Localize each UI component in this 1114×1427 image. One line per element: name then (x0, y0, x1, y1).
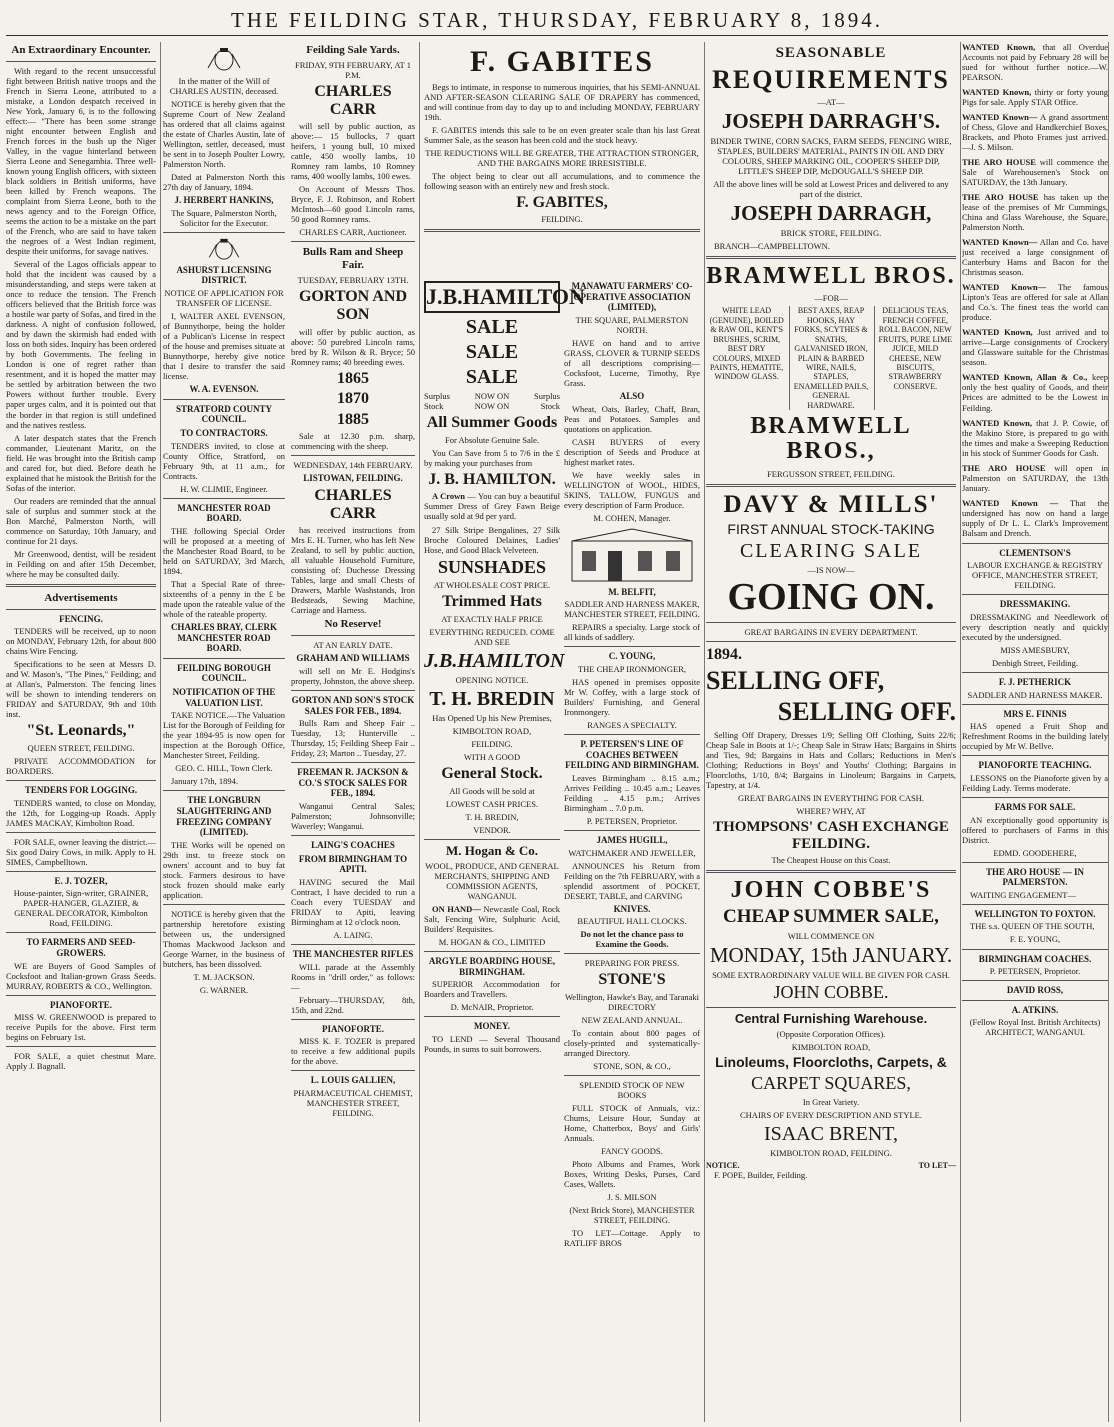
bramwell-heading: BRAMWELL BROS., (750, 413, 912, 465)
ad-body: Wellington, Hawke's Bay, and Taranaki DIRECTORY (564, 991, 700, 1012)
ad-body: You Can Save from 5 to 7/6 in the £ by making your purchases from (424, 447, 560, 468)
ad-body: —FOR— (814, 293, 848, 304)
ad-body: VENDOR. (473, 824, 511, 835)
ad-title: J. HERBERT HANKINS, (174, 195, 274, 206)
royal-arms-icon (204, 46, 244, 72)
hamilton-logo: J.B.HAMILTON (424, 650, 565, 672)
ad-heading: 1894. (706, 646, 742, 664)
ad-body: I, WALTER AXEL EVENSON, of Bunnythorpe, being the holder of a Publican's License in respect of the house and premises situate at Bunnythorpe, hereby give notice that I desire to transfer the said license. (163, 311, 285, 382)
bramwell-list-groceries: DELICIOUS TEAS, FRENCH COFFEE, ROLL BACON, NEW FRUITS, PURE LIME JUICE, MILD CHEESE, NEW BISCUITS, STRAWBERRY CONSERVE. (874, 306, 956, 410)
wanted-item (962, 282, 1108, 322)
year-mark: 1865 (337, 369, 369, 387)
ad-heading: SELLING OFF. (777, 697, 956, 727)
wanted-item-heading: WANTED Known, Allan & Co., (962, 372, 1088, 383)
ad-heading: CHARLES CARR (314, 83, 392, 118)
ad-body: The Square, Palmerston North, Solicitor for the Executor. (171, 207, 277, 228)
wanted-item-heading: THE ARO HOUSE (962, 462, 1046, 473)
ad-body: BINDER TWINE, CORN SACKS, FARM SEEDS, FENCING WIRE, STAPLES, BUILDERS' MATERIAL, PAINTS IN OIL AND DRY COLOURS, SHEEP MARKING OIL, COOPER'S SHEEP DIP, LITTLE'S SHEEP DIP, McDOUGALL'S SHEEP DIP. (710, 135, 952, 176)
ad-body: TO LET—Cottage. Apply to RATLIFF BROS (564, 1228, 700, 1249)
ad-body: M. HOGAN & CO., LIMITED (438, 937, 546, 948)
ad-body: TENDERS wanted, to close on Monday, the 12th, for Logging-up Roads. Apply JAMES MACKAY, Kimbolton Road. (6, 797, 156, 828)
ad-body: SUPERIOR Accommodation for Boarders and Travellers. (424, 979, 560, 1000)
ad-title: JAMES HUGILL, (596, 835, 668, 845)
ad-body: FOR SALE, a quiet chestnut Mare. Apply J. Bagnall. (6, 1051, 156, 1072)
ad-body: NEW ZEALAND ANNUAL. (581, 1014, 683, 1025)
ad-body: STONE, SON, & CO., (593, 1061, 671, 1072)
wanted-item (962, 418, 1108, 458)
column-2-left (163, 42, 285, 998)
ad-body: FEILDING. (541, 214, 583, 225)
ad-body: NOTICE OF APPLICATION FOR TRANSFER OF LICENSE. (164, 288, 284, 309)
ad-heading: SUNSHADES (437, 556, 547, 577)
ad-title: THE LONGBURN SLAUGHTERING AND FREEZING COMPANY (LIMITED). (176, 795, 272, 838)
column-3-right (564, 278, 700, 1251)
wanted-item-heading: WANTED Known— (962, 112, 1038, 123)
ad-heading: CLEARING SALE (739, 540, 923, 563)
ad-body: February—THURSDAY, 8th, 15th, and 22nd. (291, 994, 415, 1015)
wanted-item-heading: WANTED Known— (962, 237, 1038, 248)
ad-heading: DAVY & MILLS' (723, 490, 939, 518)
ad-body: The object being to clear out all accumulations, and to commence the following season with an entirely new and fresh stock. (424, 170, 700, 191)
ad-body: SADDLER AND HARNESS MAKER. (967, 689, 1103, 700)
ad-body: AN exceptionally good opportunity is offered to purchasers of Farms in this District. (962, 814, 1108, 845)
ad-body: AT WHOLESALE COST PRICE. (433, 580, 551, 591)
ad-body: (Next Brick Store), MANCHESTER STREET, FEILDING. (569, 1205, 695, 1226)
sale-heading: SALE (465, 341, 519, 364)
ad-body: GEO. C. HILL, Town Clerk. (175, 763, 273, 774)
ad-body: M. COHEN, Manager. (593, 512, 671, 523)
ad-body: NOTICE is hereby given that the partnership heretofore existing between us, the undersigned Thomas Mackwood Jackson and George Warner, in the business of butchers, has been dissolved. (163, 908, 285, 970)
ad-heading: CHEAP SUMMER SALE, (723, 906, 939, 928)
ad-body: HAS opened a Fruit Shop and Refreshment Rooms in the building lately occupied by Mr W. Bellve. (962, 721, 1108, 752)
ad-body: A. LAING. (333, 930, 373, 941)
ad-body: F. POPE, Builder, Feilding. (714, 1170, 808, 1181)
ad-title: MRS E. FINNIS (1003, 708, 1067, 719)
wanted-item-text: Just arrived and to arrive—Large consignments of Crockery and Glassware suitable for the Christmas season. (962, 327, 1108, 368)
ad-title: F. J. PETHERICK (998, 677, 1072, 688)
ad-body: FANCY GOODS. (601, 1146, 663, 1157)
ad-body: (Opposite Corporation Offices). (776, 1029, 886, 1040)
wanted-item (962, 192, 1108, 232)
ad-body: OPENING NOTICE. (455, 675, 529, 685)
ad-body: QUEEN STREET, FEILDING. (27, 743, 135, 754)
ad-heading: General Stock. (441, 765, 543, 783)
ad-heading: CARPET SQUARES, (751, 1072, 911, 1093)
ad-body: HAS opened in premises opposite Mr W. Coffey, with a large stock of Builders' Furnishing, and General Ironmongery. (564, 677, 700, 718)
ad-body: SOME EXTRAORDINARY VALUE WILL BE GIVEN FOR CASH. (712, 970, 950, 981)
ad-title: LISTOWAN, FEILDING. (303, 473, 403, 484)
ad-body: Bulls Ram and Sheep Fair .. Tuesday, 13; Hunterville .. Thursday, 15; Feilding Sheep Fair .. Friday, 23; Marton .. Tuesday, 27. (291, 718, 415, 759)
ad-title: TO CONTRACTORS. (180, 428, 268, 438)
wanted-item (962, 42, 1108, 82)
ad-heading: MONDAY, 15th JANUARY. (709, 943, 953, 968)
ad-body: In Great Variety. (802, 1096, 860, 1107)
ad-body: RANGES A SPECIALTY. (587, 720, 677, 731)
now-on-row: Stock NOW ON Stock (424, 401, 560, 412)
ad-heading: STONE'S (598, 971, 666, 989)
ad-body: F. GABITES intends this sale to be on even greater scale than his last Great Summer Sale, as the season has been cold and the stock heavy. (424, 124, 700, 145)
ad-title: LAING'S COACHES (311, 840, 395, 851)
ad-body: —IS NOW— (807, 565, 855, 576)
wanted-item (962, 463, 1108, 493)
ad-body: All Goods will be sold at (449, 785, 535, 796)
ad-body: P. PETERSEN, Proprietor. (989, 966, 1081, 977)
notice-label: NOTICE. (706, 1160, 740, 1170)
ad-body: WITH A GOOD (463, 752, 521, 763)
ad-title: WELLINGTON TO FOXTON. (974, 908, 1096, 919)
column-2-right (291, 42, 415, 1121)
ad-heading: JOSEPH DARRAGH'S. (721, 108, 941, 133)
article-paragraph: A later despatch states that the French commander, Lieutenant Maritz, on the field. He was brought into the British camp and cared for, but died. Before death he explained that he mistook the British for the Sofas of the interior. (6, 432, 156, 493)
ad-title: M. BELFIT, (608, 586, 656, 597)
ad-body: SPLENDID STOCK OF NEW BOOKS (579, 1080, 685, 1101)
ad-body: BEAUTIFUL HALL CLOCKS. (577, 916, 687, 927)
ad-body: For Absolute Genuine Sale. (445, 434, 539, 445)
ad-heading: "St. Leonards," (26, 722, 136, 740)
ad-body: THE REDUCTIONS WILL BE GREATER, THE ATTRACTION STRONGER, AND THE BARGAINS MORE IRRESISTIBLE. (425, 147, 699, 168)
ad-title: FEILDING BOROUGH COUNCIL. (177, 662, 271, 684)
column-2 (163, 42, 420, 1422)
bramwell-list-paints: WHITE LEAD (GENUINE), BOILED & RAW OIL, KENT'S BRUSHES, SCRIM, BEST DRY COLOURS, MIXED PAINTS, HEMATITE, WINDOW GLASS. (709, 306, 784, 382)
ad-heading: Bulls Ram and Sheep Fair. (302, 246, 404, 272)
ad-body: has received instructions from Mrs E. H. Turner, who has left New Zealand, to sell by public auction, all valuable Household Furniture, consisting of: Duchesse Dressing Tables, large and small Chests of Drawers, Marble Washstands, Iron Bedsteads, Sewing Machine, Carriage and Harness. (291, 525, 415, 616)
ad-body: THE following Special Order will be proposed at a meeting of the Manchester Road Board, to be held on SATURDAY, 3rd March, 1894. (163, 525, 285, 576)
ad-body: HAVE on hand and to arrive GRASS, CLOVER & TURNIP SEEDS of all descriptions comprising—Cocksfoot, Lucerne, Timothy, Rye Grass. (564, 337, 700, 388)
column-1 (6, 42, 161, 1422)
wanted-item-text: will open in Palmerston on SATURDAY, the 13th January. (962, 462, 1108, 493)
ad-heading: M. Hogan & Co. (445, 842, 539, 858)
ad-body: FULL STOCK of Annuals, viz.: Chums, Leisure Hour, Sunday at Home, Chatterbox, Boys' and Girls' Annuals. (564, 1103, 700, 1144)
wanted-item-heading: WANTED Known, (962, 42, 1036, 52)
hamilton-logo: J.B.HAMILTON (424, 281, 560, 313)
wanted-item-heading: WANTED Known— (962, 282, 1047, 293)
ad-body: AT EXACTLY HALF PRICE (441, 613, 543, 624)
year-mark: 1870 (337, 390, 369, 408)
ad-body: To contain about 800 pages of closely-printed and systematically-arranged Directory. (564, 1028, 700, 1059)
year-mark: 1885 (337, 410, 369, 428)
ad-heading: Central Furnishing Warehouse. (734, 1011, 928, 1027)
bramwell-list-hardware: BEST AXES, REAP HOOKS, HAY FORKS, SCYTHES & SNATHS, GALVANISED IRON, PLAIN & BARBED WIRE, NAILS, STAPLES, ENAMELLED PAILS, GENERAL HARDWARE. (789, 306, 871, 410)
ad-title: MANAWATU FARMERS' CO-OPERATIVE ASSOCIATION (LIMITED), (571, 281, 693, 313)
ad-body: WILL COMMENCE ON (787, 931, 875, 942)
ad-body: GREAT BARGAINS IN EVERYTHING FOR CASH. (738, 792, 924, 803)
ad-body: Wanganui Central Sales; Palmerston; Johnsonville; Waverley; Wanganui. (291, 801, 415, 832)
ad-body: P. PETERSEN, Proprietor. (586, 815, 678, 826)
wanted-item-text: has taken up the lease of the premises of Mr Cummings, China and Glass Warehouse, the Square, Palmerston North. (962, 192, 1109, 233)
ad-body: All the above lines will be sold at Lowest Prices and delivered to any part of the district. (713, 178, 949, 199)
wanted-item-text: thirty or forty young Pigs for sale. Apply STAR Office. (962, 87, 1108, 108)
ad-body: FERGUSSON STREET, FEILDING. (767, 468, 895, 479)
wanted-item (962, 157, 1108, 187)
column-4 (706, 42, 961, 1422)
ad-heading: THOMPSONS' CASH EXCHANGE FEILDING. (713, 819, 949, 852)
section-title: Advertisements (44, 591, 118, 604)
ad-body: PREPARING FOR PRESS. (584, 958, 680, 969)
hamilton-ad (424, 278, 585, 1057)
ad-body: A Crown — You can buy a beautiful Summer Dress of Grey Fawn Beige usually sold at 9d per yard. (424, 491, 560, 522)
article-paragraph: Mr Greenwood, dentist, will be resident in Feilding on and after 15th December, where he may be consulted daily. (6, 548, 156, 579)
ad-title: ASHURST LICENSING DISTRICT. (176, 264, 272, 286)
wanted-item-text: A grand assortment of Chess, Glove and Handkerchief Boxes, Brackets, and Photo Frames just arrived.—J. S. Milson. (962, 112, 1108, 153)
ad-body: F. E. YOUNG, (1009, 934, 1061, 945)
ad-title: C. YOUNG, (608, 651, 656, 662)
ad-body: MISS AMESBURY, (1000, 645, 1070, 655)
ad-body: BRICK STORE, FEILDING. (780, 228, 882, 239)
wanted-item-text: That the undersigned has now on hand a large supply of Dr L. L. Clark's Improvement Balsam and Drench. (962, 497, 1108, 538)
ad-body: Photo Albums and Frames, Work Boxes, Writing Desks, Purses, Card Cases, Wallets. (564, 1159, 700, 1190)
ad-title: DRESSMAKING. (999, 599, 1071, 610)
ad-title: THE MANCHESTER RIFLES (292, 949, 414, 960)
ad-body: REPAIRS a specialty. Large stock of all kinds of saddlery. (564, 622, 700, 643)
ad-title: L. LOUIS GALLIEN, (310, 1075, 396, 1086)
ad-title: GRAHAM AND WILLIAMS (296, 653, 410, 664)
ad-body: G. WARNER. (199, 985, 249, 996)
ad-heading: ISAAC BRENT, (763, 1122, 899, 1145)
ad-body: MISS K. F. TOZER is prepared to receive a few additional pupils for the above. (291, 1036, 415, 1067)
gabites-heading: F. GABITES (470, 45, 654, 78)
notices-row (706, 1161, 956, 1170)
ad-body: WE are Buyers of Good Samples of Cocksfoot and Italian-grown Grass Seeds. MURRAY, ROBERTS & CO., Wellington. (6, 960, 156, 991)
ad-title: TO FARMERS AND SEED-GROWERS. (26, 937, 136, 959)
ad-body: WOOL, PRODUCE, AND GENERAL MERCHANTS, SHIPPING AND COMMISSION AGENTS, WANGANUI. (425, 861, 559, 902)
ad-body: FEILDING. (471, 739, 513, 750)
ad-body: LESSONS on the Pianoforte given by a Feilding Lady. Terms moderate. (962, 772, 1108, 793)
ad-title: DAVID ROSS, (1006, 985, 1064, 996)
ad-body: In the matter of the Will of CHARLES AUSTIN, deceased. (169, 76, 279, 97)
bramwell-heading: BRAMWELL BROS. (706, 263, 956, 290)
ad-body: LABOUR EXCHANGE & REGISTRY OFFICE, MANCHESTER STREET, FEILDING. (967, 560, 1103, 591)
ad-heading: Trimmed Hats (442, 593, 542, 611)
ad-body: HAVING secured the Mail Contract, I have decided to run a Coach every TUESDAY and FRIDAY to Apiti, leaving Birmingham at 12 o'clock noon. (291, 876, 415, 927)
ad-body: CASH BUYERS of every description of Seeds and Produce at highest market rates. (564, 436, 700, 467)
wanted-item (962, 237, 1108, 277)
ad-body: EDMD. GOODEHERE, (993, 847, 1077, 858)
ad-body: KIMBOLTON ROAD, (791, 1042, 871, 1053)
ad-body: Specifications to be seen at Messrs D. and W. Mason's, "The Pines," Feilding; and at Allan's, Palmerston. The fencing lines will be shown to intending tenderers on FRIDAY and SATURDAY, 9th and 10th inst. (6, 659, 156, 720)
wanted-item-heading: WANTED Known — (962, 497, 1059, 508)
wanted-item-heading: THE ARO HOUSE (962, 192, 1039, 203)
ad-body: Selling Off Drapery, Dresses 1/9; Selling Off Clothing, Suits 22/6; Cheap Sale in Boots at 1/-; Cheap Sale in Straw Hats; Bargains in Shirts and Ties, 9d; Bargains in Hats and Collars; Reductions in Men's Clothing; Reductions in Boys' and Youths' Clothing; Bargains in Floorcloths, 1/10, 8/4; Bargains in Linoleum; Bargains in Carpets, Tapestry, at 1/4. (706, 729, 956, 790)
ad-body: will sell on Mr E. Hodgins's property, Johnston, the above sheep. (291, 665, 415, 686)
ad-body: ANNOUNCES his Return from Feilding on the 7th FEBRUARY, with a splendid assortment of POCKET, DESERT, TABLE, and CARVING (564, 860, 700, 901)
ad-body: —AT— (817, 96, 845, 107)
wanted-item-text: will commence the Sale of Warehousemen's Stock on SATURDAY, the 13th January. (962, 157, 1108, 188)
ad-heading: GORTON AND SON (298, 288, 408, 323)
ad-title: MONEY. (474, 1021, 510, 1032)
ad-heading: JOHN COBBE. (773, 982, 889, 1003)
ad-body: MISS W. GREENWOOD is prepared to receive Pupils for the above. First term begins on February 1st. (6, 1012, 156, 1043)
ad-body: THE Works will be opened on 29th inst. to freeze stock on owners' account and to buy fat stock. Farmers desirous to have stock frozen should make early application. (163, 839, 285, 900)
ad-body: CHARLES CARR, Auctioneer. (299, 227, 407, 238)
wanted-item (962, 372, 1108, 412)
ad-title: TENDERS FOR LOGGING. (24, 785, 138, 796)
wanted-item (962, 498, 1108, 538)
bramwell-list (706, 306, 956, 410)
ad-body: ON HAND— Newcastle Coal, Rock Salt, Fencing Wire, Sulphuric Acid, Builders' Requisites. (424, 904, 560, 935)
ad-body: January 17th, 1894. (171, 776, 239, 787)
ad-body: Do not let the chance pass to Examine the Goods. (580, 929, 684, 950)
ad-body: will offer by public auction, as above: 50 purebred Lincoln rams, bred by R. Wilson & R. Bryce; 50 Romney rams; 40 breeding ewes. (291, 326, 415, 367)
ad-heading: All Summer Goods (426, 414, 558, 432)
ad-body: CHAIRS OF EVERY DESCRIPTION AND STYLE. (740, 1109, 922, 1120)
ad-heading: No Reserve! (324, 618, 382, 631)
ad-body: TO LEND — Several Thousand Pounds, in sums to suit borrowers. (424, 1034, 560, 1055)
column-5 (962, 42, 1109, 1422)
ad-body: Begs to intimate, in response to numerous inquiries, that his SEMI-ANNUAL AND AFTER-SEASON CLEARING SALE OF DRAPERY has commenced, and will continue from day to day up to and including MONDAY, FEBRUARY 19th. (424, 81, 700, 122)
shop-illustration-icon (568, 527, 696, 583)
ad-title: CHARLES BRAY, CLERK MANCHESTER ROAD BOARD. (170, 622, 278, 654)
ad-title: NOTIFICATION OF THE VALUATION LIST. (172, 687, 276, 708)
ad-title: A. ATKINS. (1011, 1004, 1059, 1015)
ad-body: THE SQUARE, PALMERSTON NORTH. (575, 314, 689, 335)
ad-body: TAKE NOTICE.—The Valuation List for the Borough of Feilding for the year 1894-95 is now open for inspection at the Borough Office, Manchester Street, Feilding. (163, 710, 285, 761)
ad-heading: REQUIREMENTS (712, 64, 950, 94)
ad-title: PIANOFORTE TEACHING. (978, 760, 1092, 771)
ad-title: FARMS FOR SALE. (994, 801, 1076, 812)
ad-title: BIRMINGHAM COACHES. (978, 953, 1092, 964)
wanted-item-heading: WANTED Known, (962, 327, 1033, 338)
ad-body: WATCHMAKER AND JEWELLER, (568, 847, 696, 858)
article-paragraph: With regard to the recent unsuccessful fight between British native troops and the French in Sierra Leone, attributed to a mistake, a London despatch received in New York, January 6, is to the following effect:— "There has been some strange night encounter between English and French forces in the bush up the Niger Valley, in the vague hinterland between Sierra Leone and Senegambia. Three well-known young English officers, with sixteen black soldiers in British uniforms, have been killed by French weapons. The complaint from Sierra Leone, both to the news agency and to the Foreign Office, seems the action to be a mistake on the part of the French, who are said to have taken the negroes of a West Indian regiment, despite their uniforms, for savage natives. (6, 65, 156, 257)
ad-body: That a Special Rate of three-sixteenths of a penny in the £ be made upon the rateable value of the whole of the rateable property. (163, 578, 285, 620)
ad-heading: FIRST ANNUAL STOCK-TAKING (727, 520, 935, 537)
ad-heading: J. B. HAMILTON. (428, 470, 556, 488)
ad-heading: CHARLES CARR (314, 487, 392, 522)
ad-body: AT AN EARLY DATE. (313, 640, 393, 651)
ad-body: Leaves Birmingham .. 8.15 a.m.; Arrives Feilding .. 10.45 a.m.; Leaves Feilding .. 4.15 p.m.; Arrives Birmingham .. 7.0 p.m. (564, 772, 700, 813)
wanted-item-text: keep only the best quality of Goods, and their Prices are admitted to be the Lowest in Feilding. (962, 372, 1108, 413)
wanted-item (962, 87, 1108, 107)
ad-title: KNIVES. (613, 903, 651, 914)
ad-body: Denbigh Street, Feilding. (992, 658, 1078, 669)
ad-title: E. J. TOZER, (54, 875, 108, 886)
ad-body: TUESDAY, FEBRUARY 13TH. (297, 275, 409, 286)
ad-heading: Feilding Sale Yards. (306, 44, 400, 56)
ad-body: NOTICE is hereby given that the Supreme Court of New Zealand has ordered that all claims against the estate of Charles Austin, late of Wellington, settler, deceased, must be sent in to Joseph Poulter Lowry, Palmerston North. (163, 99, 285, 170)
wanted-list (962, 42, 1108, 538)
sale-heading: SALE (465, 316, 519, 339)
ad-body: TENDERS invited, to close at County Office, Stratford, on February 9th, at 11 a.m., for Contracts. (163, 440, 285, 481)
ad-body: (Fellow Royal Inst. British Architects) ARCHITECT, WANGANUI. (969, 1017, 1101, 1038)
article-headline: An Extraordinary Encounter. (11, 44, 151, 56)
ad-body: BRANCH—CAMPBELLTOWN. (714, 241, 830, 252)
ad-title: PIANOFORTE. (322, 1023, 384, 1034)
ad-title: GORTON AND SON'S STOCK SALES FOR FEB., 1894. (291, 694, 415, 716)
wanted-item-text: The famous Lipton's Teas are offered for sale at Allan and Co.'s. The finest teas the world can produce. (962, 282, 1108, 323)
ad-body: H. W. CLIMIE, Engineer. (180, 483, 268, 494)
wanted-item-text: that all Overdue Accounts not paid by February 28 will be sued for without further notice.—W. PEARSON. (962, 42, 1108, 83)
ad-body: 27 Silk Stripe Bengalines, 27 Silk Broche Coloured Delaines, Ladies' Hose, and Good Black Velveteen. (424, 524, 560, 555)
ad-body: WAITING ENGAGEMENT— (970, 889, 1076, 900)
ad-heading: Linoleums, Floorcloths, Carpets, & (715, 1054, 947, 1071)
wanted-item (962, 327, 1108, 367)
ad-body: Has Opened Up his New Premises, (432, 713, 552, 724)
ad-title: FREEMAN R. JACKSON & CO.'S STOCK SALES FOR FEB., 1894. (297, 767, 409, 799)
ad-body: Sale at 12.30 p.m. sharp, commencing with the sheep. (291, 431, 415, 452)
ad-body: The Cheapest House on this Coast. (771, 855, 891, 865)
ad-body: FRIDAY, 9TH FEBRUARY, AT 1 P.M. (295, 59, 411, 80)
ad-title: PIANOFORTE. (50, 999, 112, 1010)
ad-title: MANCHESTER ROAD BOARD. (177, 502, 271, 524)
ad-heading: F. GABITES, (516, 193, 608, 211)
ad-body: PHARMACEUTICAL CHEMIST, MANCHESTER STREET, FEILDING. (293, 1087, 413, 1119)
ad-body: WILL parade at the Assembly Rooms in "drill order," as follows:— (291, 961, 415, 992)
ad-heading: SELLING OFF, (706, 665, 885, 695)
ad-body: PRIVATE ACCOMMODATION for BOARDERS. (6, 756, 156, 777)
ad-body: Wheat, Oats, Barley, Chaff, Bran, Peas and Potatoes. Samples and quotations on application. (564, 403, 700, 434)
ad-heading: SEASONABLE (775, 45, 887, 61)
ad-body: THE s.s. QUEEN OF THE SOUTH, (970, 921, 1095, 932)
article-paragraph: Several of the Lagos officials appear to hold that the incident was caused by a misunderstanding, and steps were taken at once to reduce the tension. The French officers believed that the British force was a hostile war party of Sofas, and fired in the darkness. A night of confusion followed, and by dawn the skirmish had ended with loss on both sides. Inquiry has been ordered by both Governments. The feeling in London is one of regret rather than resentment, and it is hoped the matter may be settled by arbitration between the two Powers without further trouble. Every paper urges calm, and it is pointed out that the border in that region is still undefined and the natives restless. (6, 259, 156, 430)
ad-heading: JOHN COBBE'S (730, 877, 932, 904)
masthead: THE FEILDING STAR, THURSDAY, FEBRUARY 8, 1894. (0, 0, 1114, 40)
wanted-item-heading: WANTED Known, (962, 417, 1032, 428)
ad-title: FROM BIRMINGHAM TO APITI. (298, 853, 408, 875)
ad-body: EVERYTHING REDUCED. COME AND SEE (429, 626, 555, 647)
ad-title: FENCING. (59, 613, 103, 624)
to-let-label: TO LET— (918, 1160, 956, 1170)
ad-title: ARGYLE BOARDING HOUSE, BIRMINGHAM. (428, 956, 556, 977)
wanted-item-text: Allan and Co. have just received a large consignment of Canterbury Hams and Bacon for the Christmas season. (962, 237, 1109, 278)
ad-title: THE ARO HOUSE — IN PALMERSTON. (985, 866, 1085, 888)
ad-body: DRESSMAKING and Needlework of every description neatly and quickly executed by the undersigned. (962, 611, 1108, 642)
ad-body: Dated at Palmerston North this 27th day of January, 1894. (163, 172, 285, 193)
ad-body: will sell by public auction, as above:— 15 bullocks, 7 quart heifers, 1 young bull, 10 mixed cattle, 450 woolly lambs, 10 Romney ram lambs, 10 Romney rams, 400 woolly lambs, 100 ewes. (291, 121, 415, 182)
wanted-item-heading: THE ARO HOUSE (962, 157, 1036, 168)
ad-body: D. McNAIR, Proprietor. (450, 1002, 534, 1013)
wanted-item (962, 112, 1108, 152)
ad-body: J. S. MILSON (607, 1192, 657, 1203)
ad-title: ALSO (619, 390, 645, 401)
ad-body: SADDLER AND HARNESS MAKER, MANCHESTER STREET, FEILDING. (564, 599, 700, 620)
royal-arms-icon (204, 237, 244, 261)
ad-body: FOR SALE, owner leaving the district.—Six good Dairy Cows, in milk. Apply to H. SIMES, Campbelltown. (6, 836, 156, 867)
ad-title: STRATFORD COUNTY COUNCIL. (175, 403, 273, 425)
ad-body: THE CHEAP IRONMONGER, (577, 664, 687, 674)
sale-heading: SALE (465, 366, 519, 389)
ad-body: T. M. JACKSON. (193, 972, 255, 983)
ad-body: LOWEST CASH PRICES. (445, 798, 539, 809)
ad-body: On Account of Messrs Thos. Bryce, F. J. Robinson, and Robert McIntosh—60 good Lincoln rams, 50 good Romney rams. (291, 184, 415, 225)
ad-body: We have weekly sales in WELLINGTON of WOOL, HIDES, SKINS, TALLOW, FUNGUS and every description of Farm Produce. (564, 469, 700, 510)
wanted-item-text: that J. P. Cowie, of the Makino Store, is prepared to go with the times and make a Sweeping Reduction in his stock of Summer Goods for Cash. (962, 417, 1108, 458)
ad-body: TENDERS will be received, up to noon on MONDAY, February 12th, for about 800 chains Wire Fencing. (6, 626, 156, 657)
ad-body: KIMBOLTON ROAD, (452, 726, 532, 737)
ad-body: WHERE? WHY, AT (796, 805, 866, 816)
ad-body: WEDNESDAY, 14th FEBRUARY. (293, 460, 413, 471)
ad-title: CLEMENTSON'S (999, 547, 1071, 558)
ad-body: House-painter, Sign-writer, GRAINER, PAPER-HANGER, GLAZIER, & GENERAL DECORATOR, Kimbolton Road, FEILDING. (13, 888, 149, 929)
ad-body: KIMBOLTON ROAD, FEILDING. (770, 1147, 892, 1158)
ad-heading: JOSEPH DARRAGH, (730, 201, 932, 225)
ad-title: P. PETERSEN'S LINE OF COACHES BETWEEN FEILDING AND BIRMINGHAM. (565, 739, 699, 771)
ad-heading: T. H. BREDIN (429, 688, 555, 711)
ad-body: T. H. BREDIN, (465, 811, 519, 822)
article-paragraph: Our readers are reminded that the annual sale of surplus and summer stock at the Bon Marché, Palmerston North, will commence on Saturday, 10th January, and continue for 21 days. (6, 495, 156, 546)
ad-heading: GOING ON. (727, 576, 935, 619)
ad-title: W. A. EVENSON. (189, 384, 259, 395)
wanted-item-heading: WANTED Known, (962, 87, 1032, 98)
column-3 (424, 42, 705, 1422)
ad-body: GREAT BARGAINS IN EVERY DEPARTMENT. (744, 627, 918, 638)
now-on-row: Surplus NOW ON Surplus (424, 391, 560, 402)
